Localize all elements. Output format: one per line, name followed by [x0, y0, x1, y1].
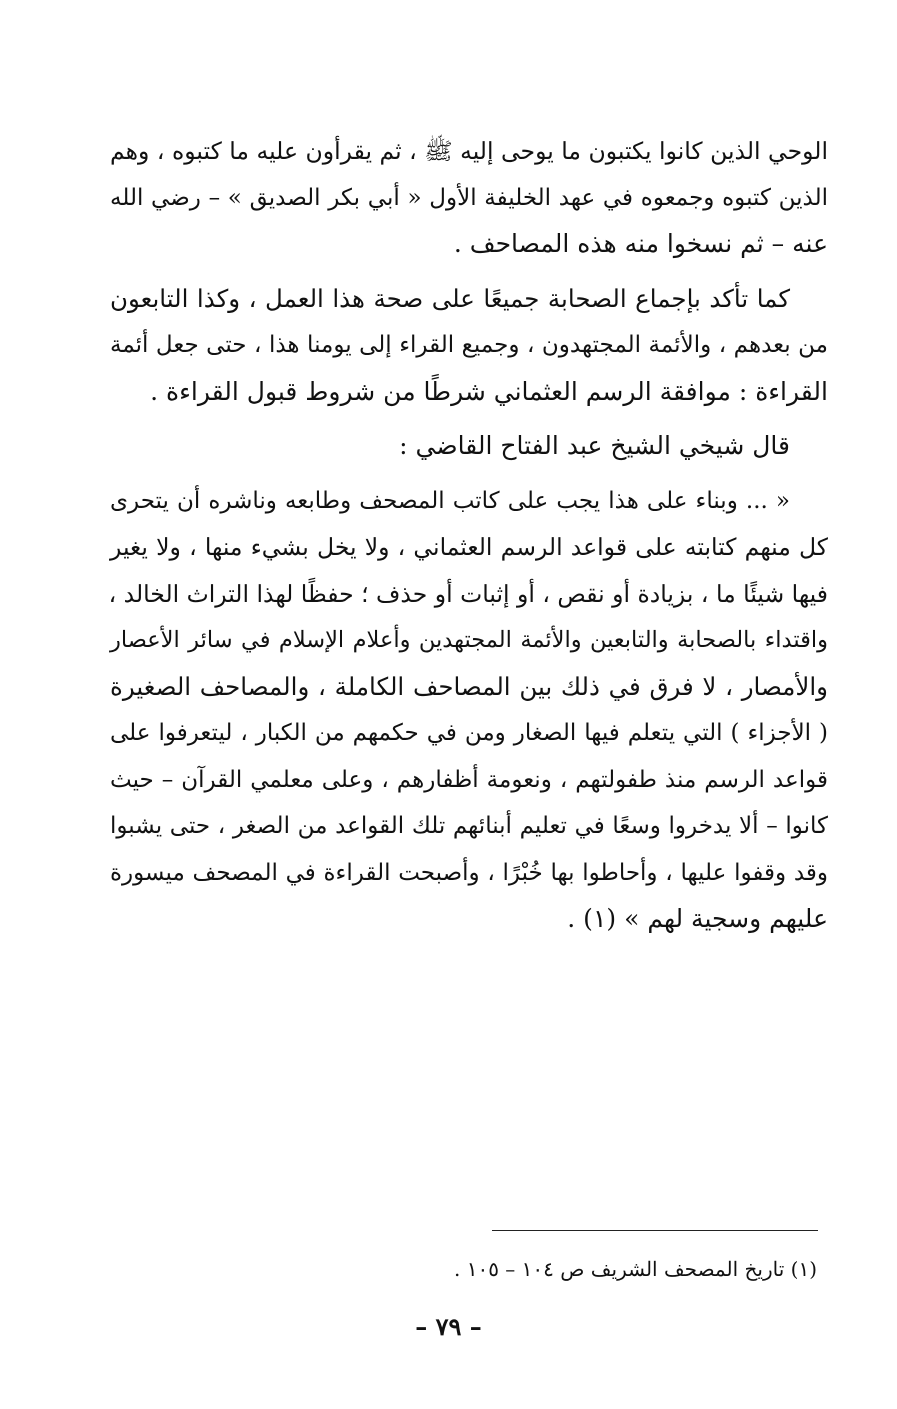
text-line: والأمصار ، لا فرق في ذلك بين المصاحف الكاملة ، والمصاحف الصغيرة: [110, 671, 828, 701]
text-line: واقتداء بالصحابة والتابعين والأئمة المجتهدين وأعلام الإسلام في سائر الأعصار: [110, 627, 828, 653]
paragraph-continuation: [110, 128, 828, 268]
text-line: فيها شيئًا ما ، بزيادة أو نقص ، أو إثبات أو حذف ؛ حفظًا لهذا التراث الخالد ،: [108, 579, 828, 608]
text-line: عنه – ثم نسخوا منه هذه المصاحف .: [453, 229, 828, 258]
footnote: (١) تاريخ المصحف الشريف ص ١٠٤ – ١٠٥ .: [454, 1257, 817, 1281]
text-line: الوحي الذين كانوا يكتبون ما يوحى إليه ﷺ ، ثم يقرأون عليه ما كتبوه ، وهم: [110, 137, 828, 165]
text-line: من بعدهم ، والأئمة المجتهدون ، وجميع القراء إلى يومنا هذا ، حتى جعل أئمة: [110, 332, 828, 358]
text-line: ( الأجزاء ) التي يتعلم فيها الصغار ومن في حكمهم من الكبار ، ليتعرفوا على: [110, 720, 828, 746]
body-text: [110, 128, 828, 951]
text-line: كما تأكد بإجماع الصحابة جميعًا على صحة هذا العمل ، وكذا التابعون: [110, 283, 790, 313]
text-line: « ... وبناء على هذا يجب على كاتب المصحف وطابعه وناشره أن يتحرى: [110, 487, 790, 514]
text-line: قال شيخي الشيخ عبد الفتاح القاضي :: [399, 431, 790, 460]
paragraph-quotation: [110, 478, 828, 943]
text-line: الذين كتبوه وجمعوه في عهد الخليفة الأول « أبي بكر الصديق » – رضي الله: [110, 184, 828, 211]
text-line: عليهم وسجية لهم » (١) .: [567, 904, 828, 933]
footnote-divider: [492, 1230, 818, 1231]
paragraph-consensus: [110, 276, 828, 416]
text-line: كانوا – ألا يدخروا وسعًا في تعليم أبنائهم تلك القواعد من الصغر ، حتى يشبوا: [110, 813, 828, 839]
text-line: القراءة : موافقة الرسم العثماني شرطًا من شروط قبول القراءة .: [150, 376, 828, 406]
text-line: كل منهم كتابته على قواعد الرسم العثماني ، ولا يخل بشيء منها ، ولا يغير: [110, 533, 828, 561]
text-line: وقد وقفوا عليها ، وأحاطوا بها خُبْرًا ، وأصبحت القراءة في المصحف ميسورة: [110, 859, 828, 886]
text-line: قواعد الرسم منذ طفولتهم ، ونعومة أظفارهم ، وعلى معلمي القرآن – حيث: [110, 766, 828, 793]
paragraph-citation-intro: [110, 423, 828, 470]
page-number: – ٧٩ –: [415, 1312, 482, 1341]
